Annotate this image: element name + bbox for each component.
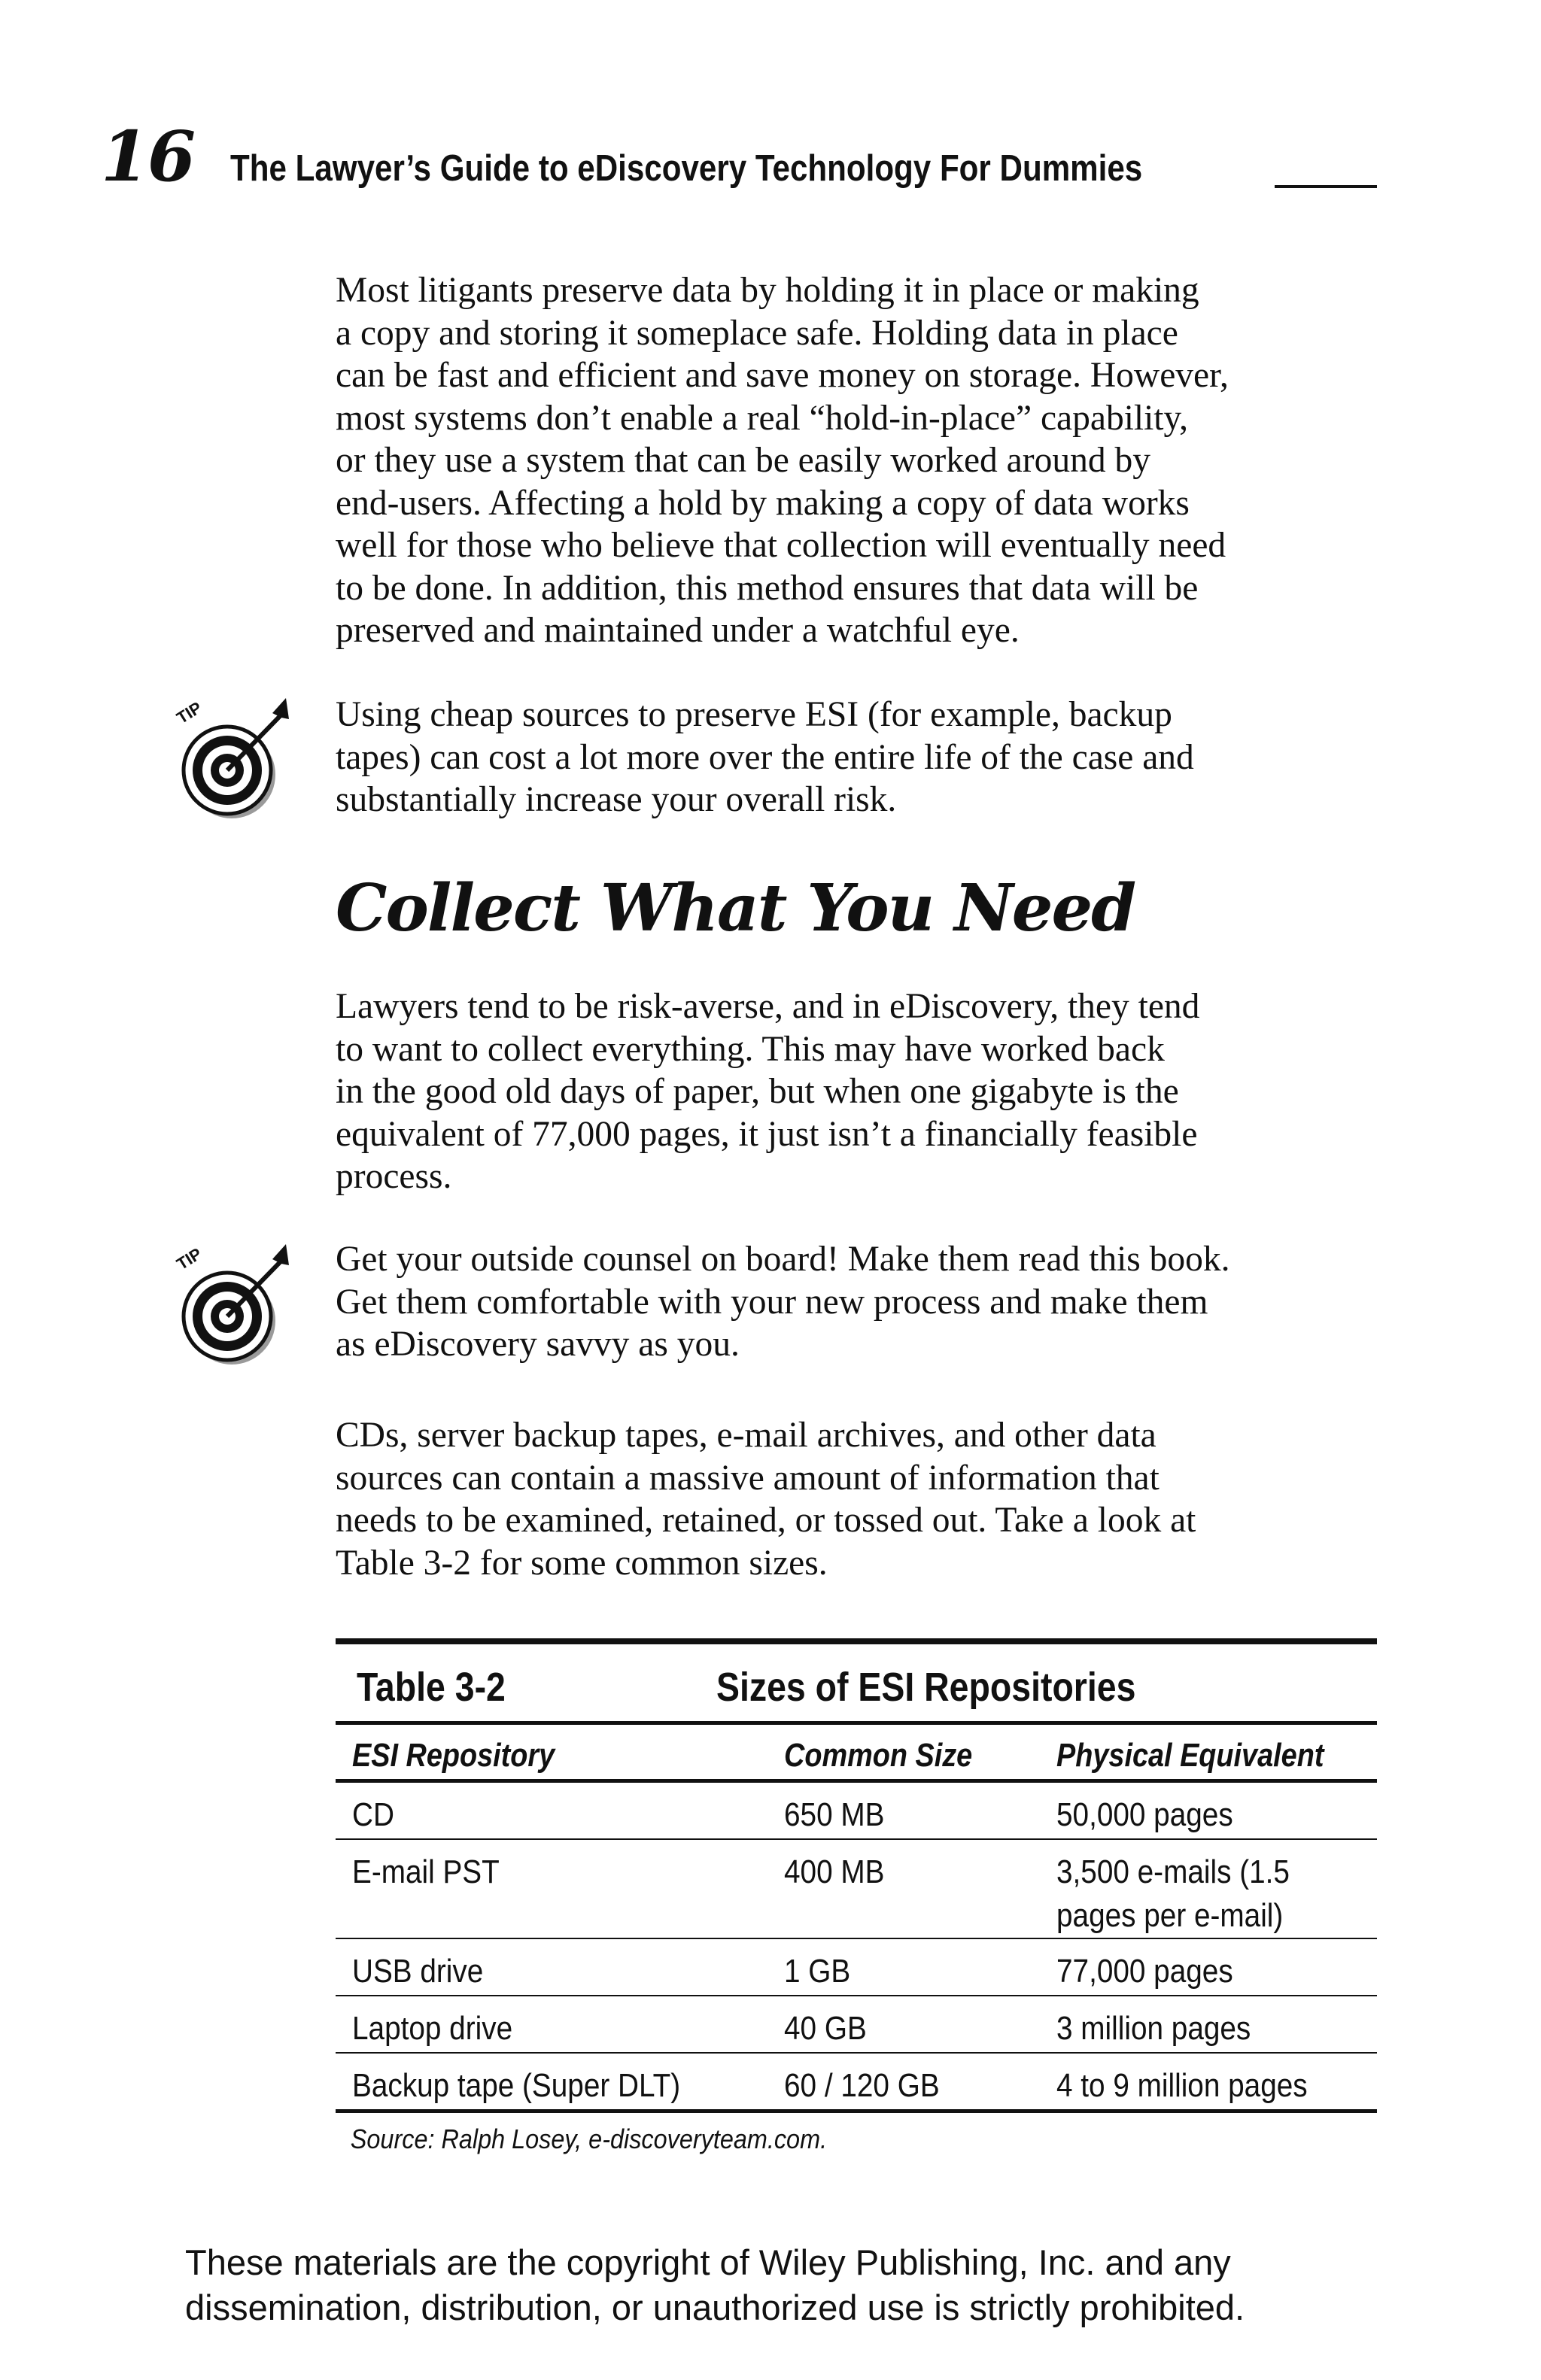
running-head-title: The Lawyer’s Guide to eDiscovery Technology For Dummies — [230, 148, 1143, 189]
tip-target-icon — [172, 692, 299, 820]
table-bottom-rule — [336, 2109, 1377, 2113]
tip-target-icon — [172, 1238, 299, 1366]
table-cell: 3 million pages — [1056, 2010, 1251, 2047]
column-header: Physical Equivalent — [1056, 1737, 1324, 1774]
body-paragraph: Most litigants preserve data by holding it in place or making a copy and storing it someplace safe. Holding data in place can be fast and efficient and save money on storage. However, most systems don’t enable a real “hold-in-place” capability, or they use a system that can be easily worked around by end-users. Affecting a hold by making a copy of data works well for those who believe that collection will eventually need to be done. In addition, this method ensures that data will be preserved and maintained under a watchful eye. — [336, 271, 1229, 650]
column-header: Common Size — [784, 1737, 973, 1774]
table-row — [336, 2054, 1377, 2109]
esi-table — [336, 1638, 1377, 2155]
copyright-notice: These materials are the copyright of Wiley Publishing, Inc. and any dissemination, distribution, or unauthorized use is strictly prohibited. — [185, 2242, 1245, 2327]
table-row — [336, 1939, 1377, 1995]
body-paragraph: CDs, server backup tapes, e-mail archives, and other data sources can contain a massive amount of information that needs to be examined, retained, or tossed out. Take a look at Table 3-2 for some common sizes. — [336, 1416, 1196, 1583]
table-cell: 60 / 120 GB — [784, 2067, 940, 2104]
section-heading: Collect What You Need — [336, 870, 1135, 946]
table-cell: 50,000 pages — [1056, 1796, 1233, 1833]
table-cell: USB drive — [352, 1953, 484, 1990]
header-rule — [1275, 185, 1377, 188]
table-row — [336, 1783, 1377, 1838]
table-cell: 4 to 9 million pages — [1056, 2067, 1308, 2104]
table-header-row — [336, 1725, 1377, 1779]
table-cell: CD — [352, 1796, 394, 1833]
table-cell: 3,500 e-mails (1.5 pages per e-mail) — [1056, 1853, 1290, 1934]
table-row — [336, 1840, 1377, 1938]
column-header: ESI Repository — [352, 1737, 555, 1774]
table-row — [336, 1996, 1377, 2052]
table-cell: Backup tape (Super DLT) — [352, 2067, 681, 2104]
table-number: Table 3-2 — [357, 1665, 506, 1710]
table-cell: 40 GB — [784, 2010, 867, 2047]
table-cell: E-mail PST — [352, 1853, 500, 1890]
table-title: Sizes of ESI Repositories — [716, 1665, 1136, 1710]
body-paragraph: Lawyers tend to be risk-averse, and in eDiscovery, they tend to want to collect everything. This may have worked back in the good old days of paper, but when one gigabyte is the equivalent of 77,000 pages, it just isn’t a financially feasible process. — [336, 987, 1200, 1196]
table-cell: 650 MB — [784, 1796, 885, 1833]
page-number: 16 — [101, 116, 195, 197]
table-cell: 77,000 pages — [1056, 1953, 1233, 1990]
tip-text: Using cheap sources to preserve ESI (for example, backup tapes) can cost a lot more over the entire life of the case and substantially increase your overall risk. — [336, 695, 1194, 819]
table-top-rule — [336, 1638, 1377, 1644]
table-cell: 1 GB — [784, 1953, 851, 1990]
table-cell: 400 MB — [784, 1853, 885, 1890]
tip-label: TIP — [173, 697, 205, 728]
tip-label: TIP — [173, 1243, 205, 1274]
table-caption — [336, 1644, 1377, 1721]
table-cell: Laptop drive — [352, 2010, 513, 2047]
table-source: Source: Ralph Losey, e-discoveryteam.com. — [350, 2123, 828, 2154]
tip-text: Get your outside counsel on board! Make them read this book. Get them comfortable with your new process and make them as eDiscovery savvy as you. — [336, 1240, 1230, 1364]
